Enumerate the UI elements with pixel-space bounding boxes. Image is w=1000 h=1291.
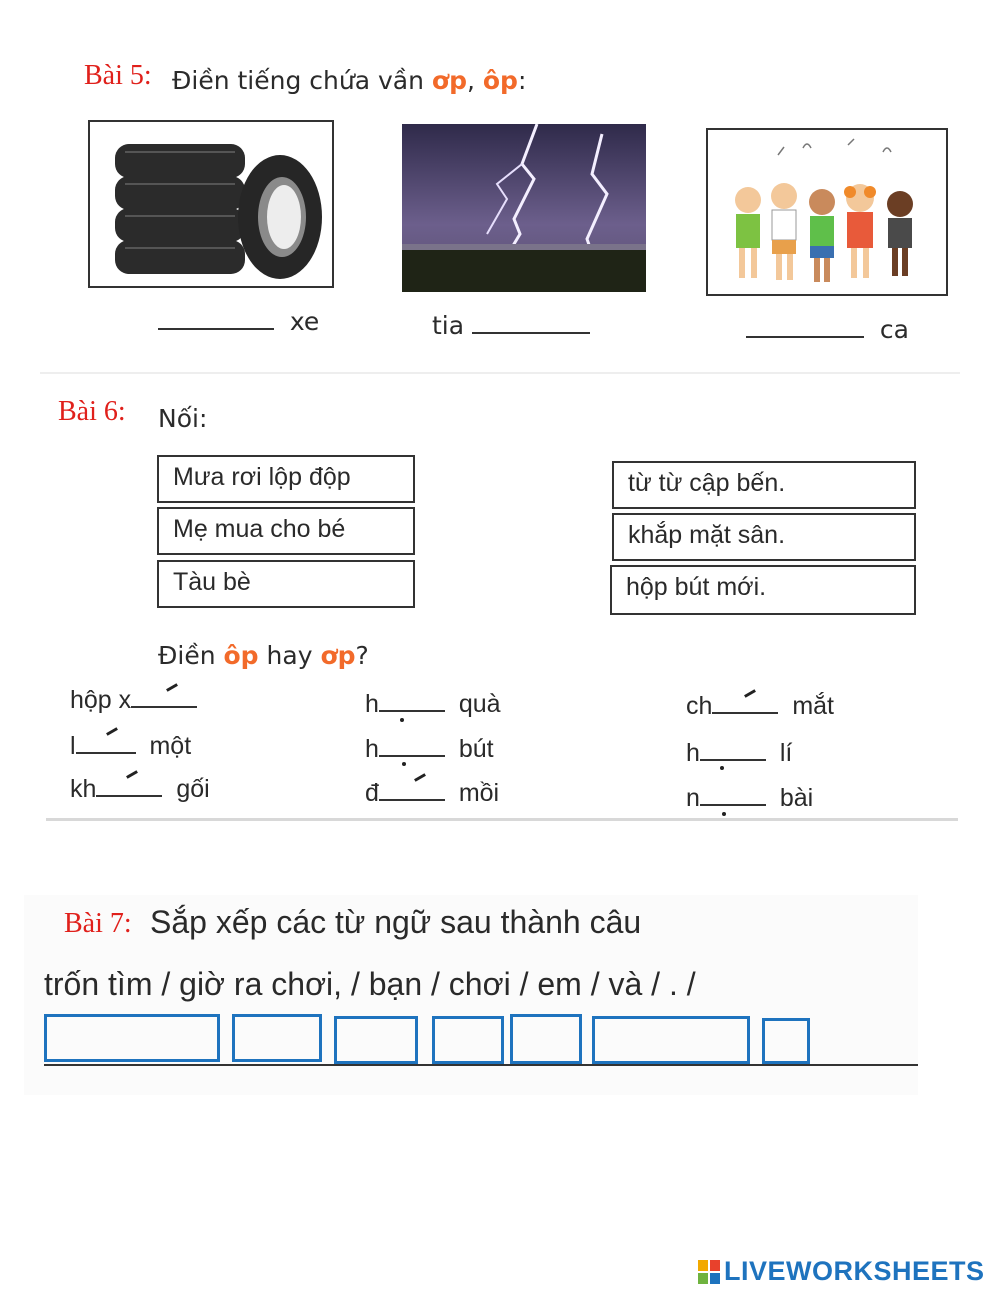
lightning-illustration	[402, 124, 646, 292]
fill-item-4-end: quà	[458, 690, 501, 718]
match-right-1[interactable]: từ từ cập bến.	[612, 461, 916, 509]
match-left-1[interactable]: Mưa rơi lộp độp	[157, 455, 415, 503]
answer-box-5[interactable]	[510, 1014, 582, 1064]
fill-item-9-start: n	[686, 784, 700, 812]
fill-item-5-start: h	[365, 735, 379, 763]
answer-box-2[interactable]	[232, 1014, 322, 1062]
fill-blank-1[interactable]	[131, 684, 197, 708]
caption-1-word: xe	[289, 307, 320, 336]
exercise-7-label: Bài 7:	[64, 908, 132, 939]
fill-prefix: Điền	[158, 641, 224, 670]
fill-item-6-start: đ	[365, 779, 379, 807]
fill-item-7	[686, 690, 834, 721]
separator: ,	[466, 66, 483, 95]
fill-blank-6[interactable]	[379, 777, 445, 801]
match-left-3[interactable]: Tàu bè	[157, 560, 415, 608]
lightning-picture	[402, 124, 646, 292]
fill-item-8-start: h	[686, 739, 700, 767]
fill-item-6	[365, 777, 499, 808]
exercise-6-instruction: Nối:	[158, 404, 208, 433]
dot-below-mark	[402, 762, 406, 766]
match-right-2[interactable]: khắp mặt sân.	[612, 513, 916, 561]
dot-below-mark	[400, 718, 404, 722]
fill-item-8	[686, 737, 792, 768]
caption-3-word: ca	[879, 315, 909, 344]
fill-option-op-2: ơp	[320, 641, 356, 670]
tires-illustration	[90, 122, 332, 286]
brand-text: LIVEWORKSHEETS	[724, 1256, 985, 1286]
fill-item-3-end: gối	[176, 775, 210, 803]
section-divider	[46, 818, 958, 821]
answer-blank-1[interactable]	[158, 306, 274, 330]
fill-item-7-end: mắt	[792, 692, 834, 720]
fill-item-9	[686, 782, 813, 813]
fill-item-2-end: một	[149, 732, 192, 760]
instruction-text: Điền tiếng chứa vần	[172, 66, 432, 95]
fill-item-1-start: hộp x	[70, 686, 132, 714]
answer-box-1[interactable]	[44, 1014, 220, 1062]
exercise-5-instruction	[172, 66, 526, 95]
dot-below-mark	[720, 766, 724, 770]
fill-instruction	[158, 641, 369, 670]
brand-logo	[698, 1256, 985, 1287]
tires-picture	[88, 120, 334, 288]
answer-blank-2[interactable]	[472, 310, 590, 334]
fill-blank-5[interactable]	[379, 733, 445, 757]
fill-item-5	[365, 733, 494, 764]
fill-blank-4[interactable]	[379, 688, 445, 712]
answer-blank-3[interactable]	[746, 314, 864, 338]
answer-box-3[interactable]	[334, 1016, 418, 1064]
fill-option-op: ôp	[223, 641, 259, 670]
fill-item-4-start: h	[365, 690, 379, 718]
answer-box-7[interactable]	[762, 1018, 810, 1064]
children-singing-picture	[706, 128, 948, 296]
rhyme-op-2: ôp	[482, 66, 518, 95]
fill-item-6-end: mồi	[458, 779, 500, 807]
answer-line	[44, 1064, 918, 1066]
exercise-7-words: trốn tìm / giờ ra chơi, / bạn / chơi / em / và / . /	[44, 966, 696, 1002]
match-left-2[interactable]: Mẹ mua cho bé	[157, 507, 415, 555]
answer-box-4[interactable]	[432, 1016, 504, 1064]
fill-item-3-start: kh	[70, 775, 97, 803]
fill-blank-9[interactable]	[700, 782, 766, 806]
match-right-3[interactable]: hộp bút mới.	[610, 565, 916, 615]
fill-blank-8[interactable]	[700, 737, 766, 761]
fill-suffix: ?	[355, 641, 369, 670]
rhyme-op-1: ơp	[431, 66, 467, 95]
fill-item-2	[70, 730, 191, 761]
caption-2	[432, 310, 590, 340]
liveworksheets-logo-icon	[698, 1260, 720, 1284]
caption-2-word: tia	[432, 311, 465, 340]
fill-item-4	[365, 688, 501, 719]
fill-mid: hay	[258, 641, 321, 670]
caption-1	[158, 306, 319, 336]
exercise-7-instruction: Sắp xếp các từ ngữ sau thành câu	[150, 904, 642, 940]
exercise-6-label: Bài 6:	[58, 396, 126, 427]
exercise-5-label: Bài 5:	[84, 60, 152, 91]
caption-3	[746, 314, 909, 344]
fill-item-8-end: lí	[779, 739, 793, 767]
fill-item-2-start: l	[70, 732, 76, 760]
fill-item-3	[70, 773, 210, 804]
fill-item-1	[70, 684, 197, 715]
children-illustration	[708, 130, 946, 294]
answer-box-6[interactable]	[592, 1016, 750, 1064]
fill-item-9-end: bài	[779, 784, 814, 812]
fill-item-5-end: bút	[458, 735, 494, 763]
instruction-suffix: :	[517, 66, 527, 95]
scan-artifact	[40, 372, 960, 374]
fill-item-7-start: ch	[686, 692, 713, 720]
dot-below-mark	[722, 812, 726, 816]
